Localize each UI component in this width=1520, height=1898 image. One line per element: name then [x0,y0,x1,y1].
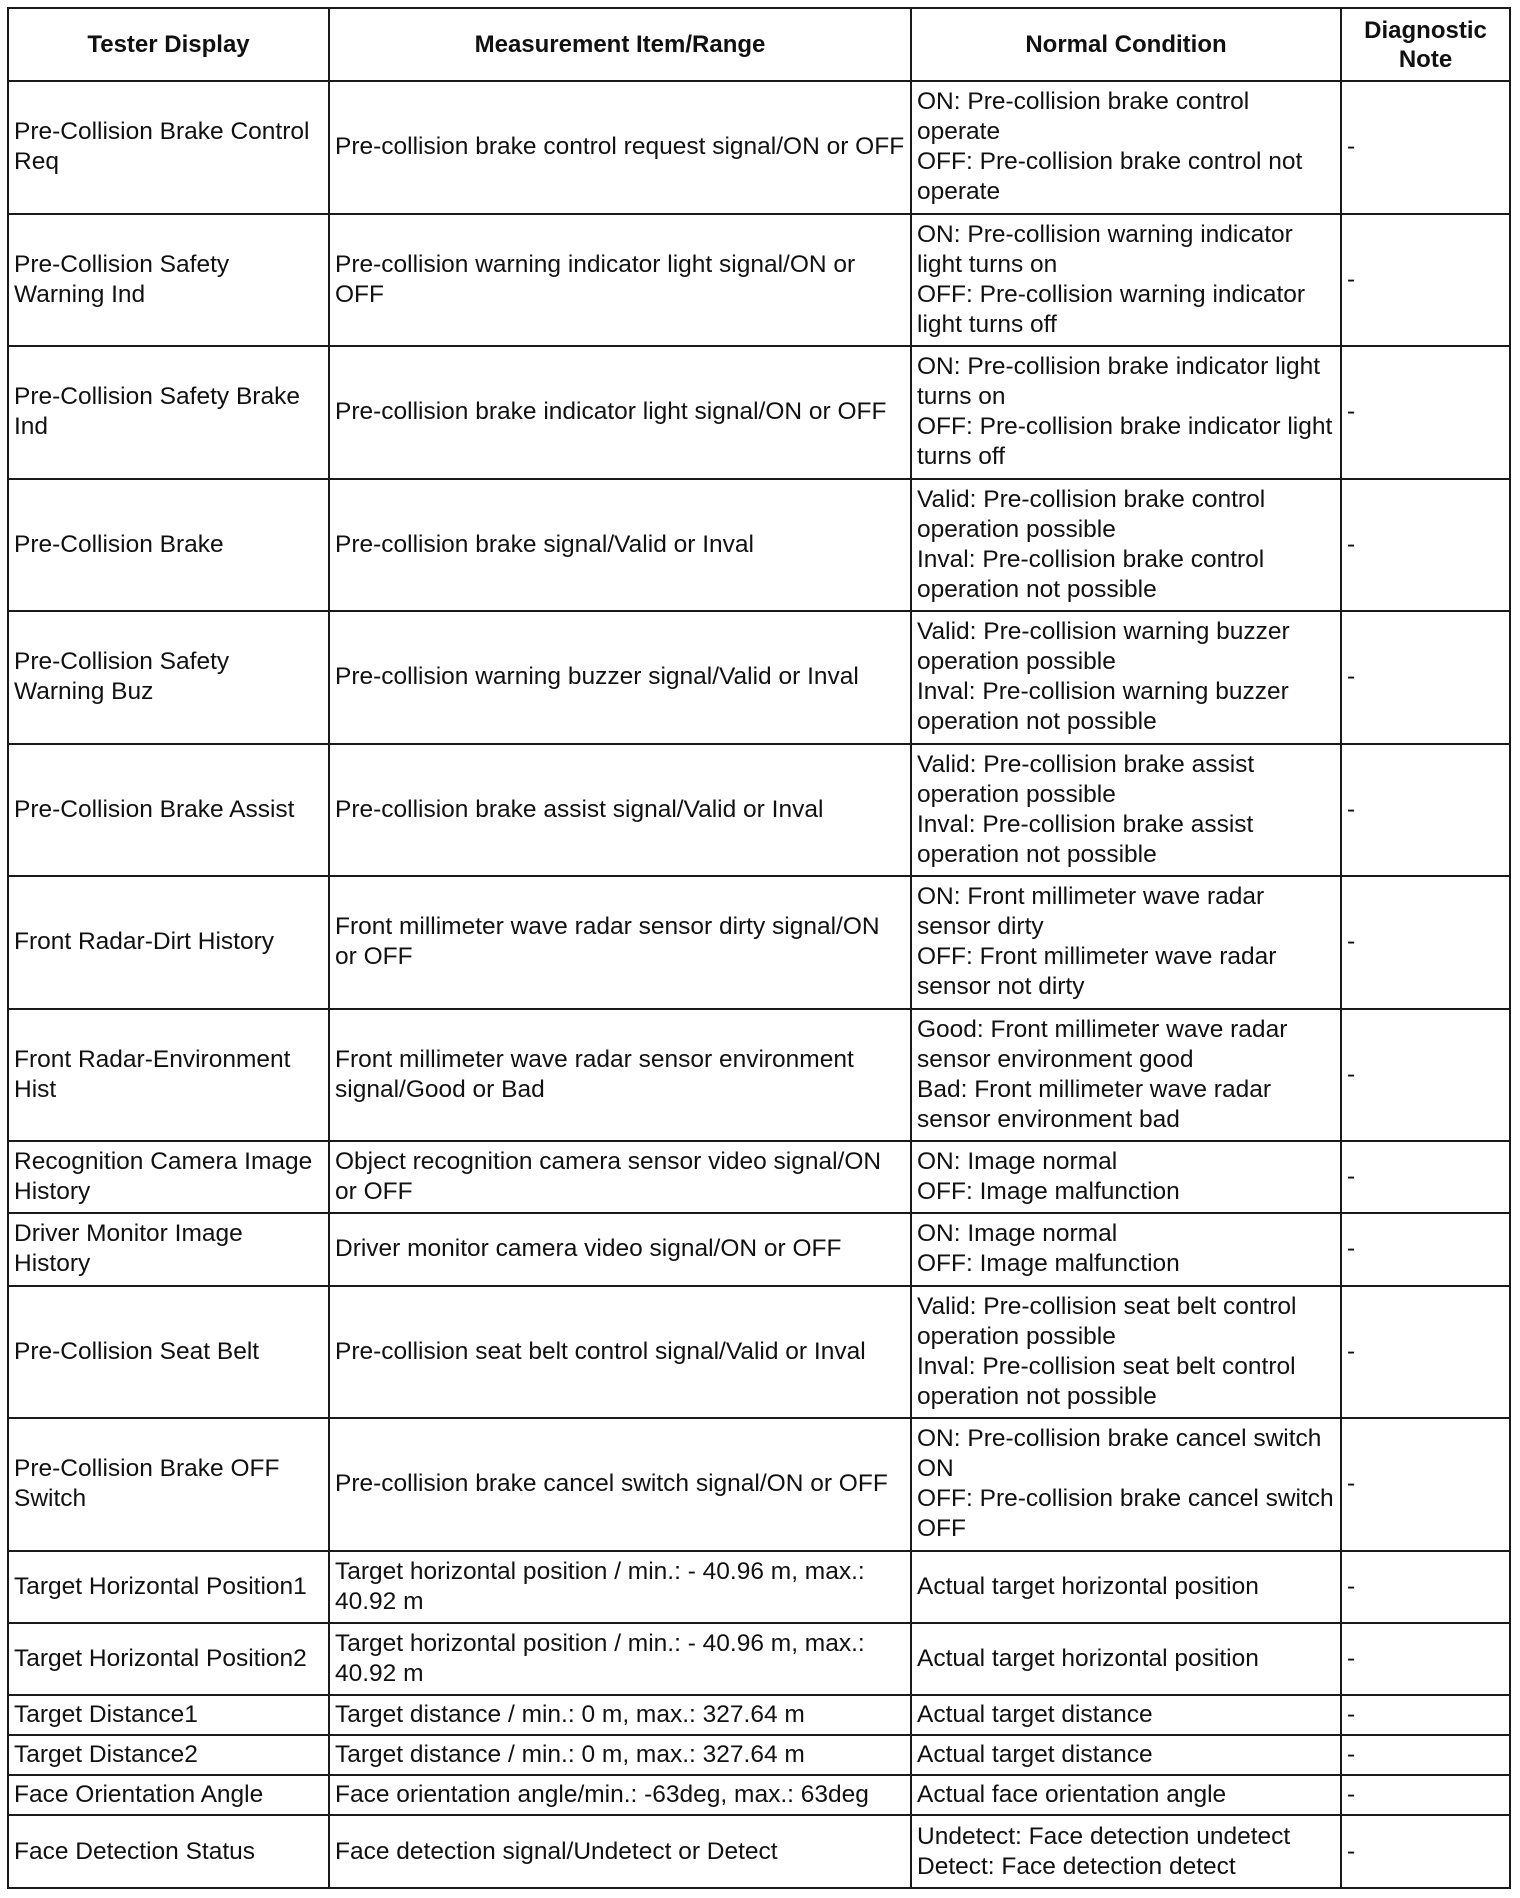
cell-text: - [1347,1337,1356,1365]
cell-text: Target distance / min.: 0 m, max.: 327.64 m [335,1701,805,1729]
table-row [8,479,1510,612]
cell-text: OFF: Pre-collision brake indicator light turns off [917,413,1333,471]
header-diagnostic-note: Diagnostic Note [1341,8,1510,81]
cell-text: Actual target horizontal position [917,1644,1259,1672]
tester-display-cell [8,1141,329,1213]
cell-text: Pre-Collision Brake OFF Switch [14,1455,280,1513]
cell-text: - [1347,928,1356,956]
cell-text: Pre-Collision Brake Assist [14,795,295,823]
cell-text: - [1347,265,1356,293]
cell-text: - [1347,133,1356,161]
cell-text: Pre-collision brake cancel switch signal/ON or OFF [335,1470,888,1498]
cell-text: Detect: Face detection detect [917,1852,1236,1880]
table-row [8,1775,1510,1815]
cell-text: Pre-Collision Safety Warning Buz [14,648,230,706]
tester-display-cell [8,214,329,347]
cell-text: Driver Monitor Image History [14,1220,243,1278]
tester-display-cell [8,346,329,479]
cell-text: OFF: Image malfunction [917,1178,1180,1206]
cell-text: Pre-collision seat belt control signal/Valid or Inval [335,1337,866,1365]
measurement-item-cell [329,1623,911,1695]
cell-text: ON: Pre-collision warning indicator light turns on [917,220,1293,278]
cell-text: Recognition Camera Image History [14,1148,313,1206]
cell-text: Target Horizontal Position2 [14,1644,307,1672]
cell-text: - [1347,1701,1356,1729]
table-header-row [8,8,1510,81]
cell-text: Pre-collision brake assist signal/Valid or Inval [335,795,824,823]
cell-text: Inval: Pre-collision brake assist operation not possible [917,810,1254,868]
cell-text: ON: Image normal [917,1148,1118,1176]
cell-text: Bad: Front millimeter wave radar sensor environment bad [917,1075,1272,1133]
table-row [8,1551,1510,1623]
cell-text: - [1347,795,1356,823]
cell-text: Face detection signal/Undetect or Detect [335,1837,778,1865]
diagnostic-note-cell [1341,876,1510,1009]
cell-text: Pre-collision warning buzzer signal/Valid or Inval [335,663,859,691]
cell-text: Front Radar-Dirt History [14,928,275,956]
normal-condition-cell [911,611,1341,744]
measurement-item-cell [329,1551,911,1623]
diagnostic-note-cell [1341,479,1510,612]
measurement-item-cell [329,744,911,877]
normal-condition-cell [911,1775,1341,1815]
table-row [8,1286,1510,1419]
cell-text: Actual target distance [917,1741,1153,1769]
header-normal-condition: Normal Condition [911,8,1341,81]
diagnostic-note-cell [1341,1623,1510,1695]
diagnostic-note-cell [1341,1141,1510,1213]
cell-text: ON: Image normal [917,1220,1118,1248]
diagnostic-note-cell [1341,611,1510,744]
normal-condition-cell [911,1735,1341,1775]
cell-text: Target horizontal position / min.: - 40.96 m, max.: 40.92 m [335,1557,865,1615]
table-body [8,81,1510,1888]
table-row [8,1815,1510,1888]
table-row [8,876,1510,1009]
measurement-item-cell [329,1695,911,1735]
table-row [8,744,1510,877]
cell-text: ON: Front millimeter wave radar sensor dirty [917,883,1265,941]
diagnostic-note-cell [1341,744,1510,877]
normal-condition-cell [911,1213,1341,1285]
cell-text: ON: Pre-collision brake control operate [917,88,1250,146]
cell-text: Actual target horizontal position [917,1572,1259,1600]
cell-text: OFF: Front millimeter wave radar sensor not dirty [917,943,1277,1001]
measurement-item-cell [329,1418,911,1551]
diagnostic-note-cell [1341,1815,1510,1888]
cell-text: Front millimeter wave radar sensor environment signal/Good or Bad [335,1045,854,1103]
diagnostic-note-cell [1341,346,1510,479]
cell-text: - [1347,663,1356,691]
cell-text: Pre-Collision Brake [14,530,224,558]
cell-text: Pre-collision brake indicator light signal/ON or OFF [335,398,887,426]
cell-text: - [1347,1741,1356,1769]
tester-display-cell [8,81,329,214]
measurement-item-cell [329,1286,911,1419]
normal-condition-cell [911,1286,1341,1419]
normal-condition-cell [911,744,1341,877]
diagnostic-note-cell [1341,1286,1510,1419]
cell-text: Pre-collision warning indicator light signal/ON or OFF [335,250,856,308]
tester-display-cell [8,1623,329,1695]
cell-text: Pre-collision brake signal/Valid or Inval [335,530,754,558]
cell-text: - [1347,1572,1356,1600]
cell-text: - [1347,1644,1356,1672]
measurement-item-cell [329,1213,911,1285]
cell-text: Target Horizontal Position1 [14,1572,307,1600]
tester-display-cell [8,1775,329,1815]
cell-text: Target horizontal position / min.: - 40.96 m, max.: 40.92 m [335,1629,865,1687]
normal-condition-cell [911,876,1341,1009]
cell-text: Pre-Collision Brake Control Req [14,118,310,176]
cell-text: - [1347,1781,1356,1809]
tester-display-cell [8,1735,329,1775]
cell-text: Driver monitor camera video signal/ON or OFF [335,1235,842,1263]
table-row [8,81,1510,214]
table-row [8,611,1510,744]
cell-text: Face Orientation Angle [14,1781,264,1809]
normal-condition-cell [911,1009,1341,1142]
measurement-item-cell [329,876,911,1009]
normal-condition-cell [911,81,1341,214]
table-row [8,1735,1510,1775]
tester-display-cell [8,1213,329,1285]
diagnostic-note-cell [1341,1735,1510,1775]
tester-display-cell [8,479,329,612]
cell-text: - [1347,1235,1356,1263]
cell-text: OFF: Image malfunction [917,1250,1180,1278]
cell-text: Inval: Pre-collision seat belt control operation not possible [917,1352,1296,1410]
measurement-item-cell [329,1009,911,1142]
measurement-item-cell [329,1735,911,1775]
table-row [8,1213,1510,1285]
cell-text: Target distance / min.: 0 m, max.: 327.64 m [335,1741,805,1769]
cell-text: Inval: Pre-collision warning buzzer operation not possible [917,678,1289,736]
cell-text: - [1347,398,1356,426]
cell-text: Object recognition camera sensor video signal/ON or OFF [335,1148,882,1206]
table-row [8,346,1510,479]
table-row [8,1009,1510,1142]
cell-text: Valid: Pre-collision seat belt control operation possible [917,1292,1297,1350]
tester-display-cell [8,1418,329,1551]
table-row [8,1623,1510,1695]
normal-condition-cell [911,479,1341,612]
diagnostic-note-cell [1341,1551,1510,1623]
table-row [8,1695,1510,1735]
cell-text: Target Distance1 [14,1701,198,1729]
cell-text: Pre-Collision Seat Belt [14,1337,260,1365]
normal-condition-cell [911,214,1341,347]
cell-text: Inval: Pre-collision brake control operation not possible [917,545,1265,603]
cell-text: Valid: Pre-collision brake control operation possible [917,485,1266,543]
data-list-table [7,7,1511,1889]
cell-text: ON: Pre-collision brake cancel switch ON [917,1425,1322,1483]
normal-condition-cell [911,346,1341,479]
header-measurement-item: Measurement Item/Range [329,8,911,81]
header-tester-display: Tester Display [8,8,329,81]
tester-display-cell [8,744,329,877]
measurement-item-cell [329,214,911,347]
tester-display-cell [8,1286,329,1419]
tester-display-cell [8,1551,329,1623]
diagnostic-note-cell [1341,1009,1510,1142]
diagnostic-note-cell [1341,81,1510,214]
cell-text: Face Detection Status [14,1837,256,1865]
cell-text: - [1347,1470,1356,1498]
cell-text: OFF: Pre-collision brake cancel switch OFF [917,1485,1334,1543]
cell-text: Actual face orientation angle [917,1781,1227,1809]
table-row [8,1141,1510,1213]
normal-condition-cell [911,1695,1341,1735]
normal-condition-cell [911,1623,1341,1695]
cell-text: Front millimeter wave radar sensor dirty signal/ON or OFF [335,913,880,971]
tester-display-cell [8,1695,329,1735]
cell-text: Valid: Pre-collision warning buzzer operation possible [917,618,1290,676]
measurement-item-cell [329,1775,911,1815]
measurement-item-cell [329,1815,911,1888]
tester-display-cell [8,876,329,1009]
table-row [8,1418,1510,1551]
cell-text: Pre-collision brake control request signal/ON or OFF [335,133,905,161]
normal-condition-cell [911,1815,1341,1888]
diagnostic-note-cell [1341,1775,1510,1815]
diagnostic-note-cell [1341,1213,1510,1285]
cell-text: Face orientation angle/min.: -63deg, max.: 63deg [335,1781,869,1809]
normal-condition-cell [911,1551,1341,1623]
tester-display-cell [8,1009,329,1142]
diagnostic-note-cell [1341,1695,1510,1735]
cell-text: ON: Pre-collision brake indicator light turns on [917,353,1321,411]
table-row [8,214,1510,347]
normal-condition-cell [911,1141,1341,1213]
cell-text: Pre-Collision Safety Warning Ind [14,250,230,308]
cell-text: OFF: Pre-collision warning indicator light turns off [917,280,1306,338]
cell-text: Actual target distance [917,1701,1153,1729]
measurement-item-cell [329,81,911,214]
cell-text: - [1347,1163,1356,1191]
diagnostic-note-cell [1341,1418,1510,1551]
measurement-item-cell [329,1141,911,1213]
tester-display-cell [8,1815,329,1888]
measurement-item-cell [329,346,911,479]
cell-text: - [1347,1060,1356,1088]
cell-text: Front Radar-Environment Hist [14,1045,291,1103]
diagnostic-note-cell [1341,214,1510,347]
cell-text: Valid: Pre-collision brake assist operation possible [917,750,1255,808]
tester-display-cell [8,611,329,744]
cell-text: Pre-Collision Safety Brake Ind [14,383,300,441]
cell-text: Good: Front millimeter wave radar sensor environment good [917,1015,1288,1073]
cell-text: Target Distance2 [14,1741,198,1769]
cell-text: Undetect: Face detection undetect [917,1822,1291,1850]
measurement-item-cell [329,611,911,744]
cell-text: - [1347,530,1356,558]
cell-text: - [1347,1837,1356,1865]
measurement-item-cell [329,479,911,612]
normal-condition-cell [911,1418,1341,1551]
cell-text: OFF: Pre-collision brake control not operate [917,148,1303,206]
